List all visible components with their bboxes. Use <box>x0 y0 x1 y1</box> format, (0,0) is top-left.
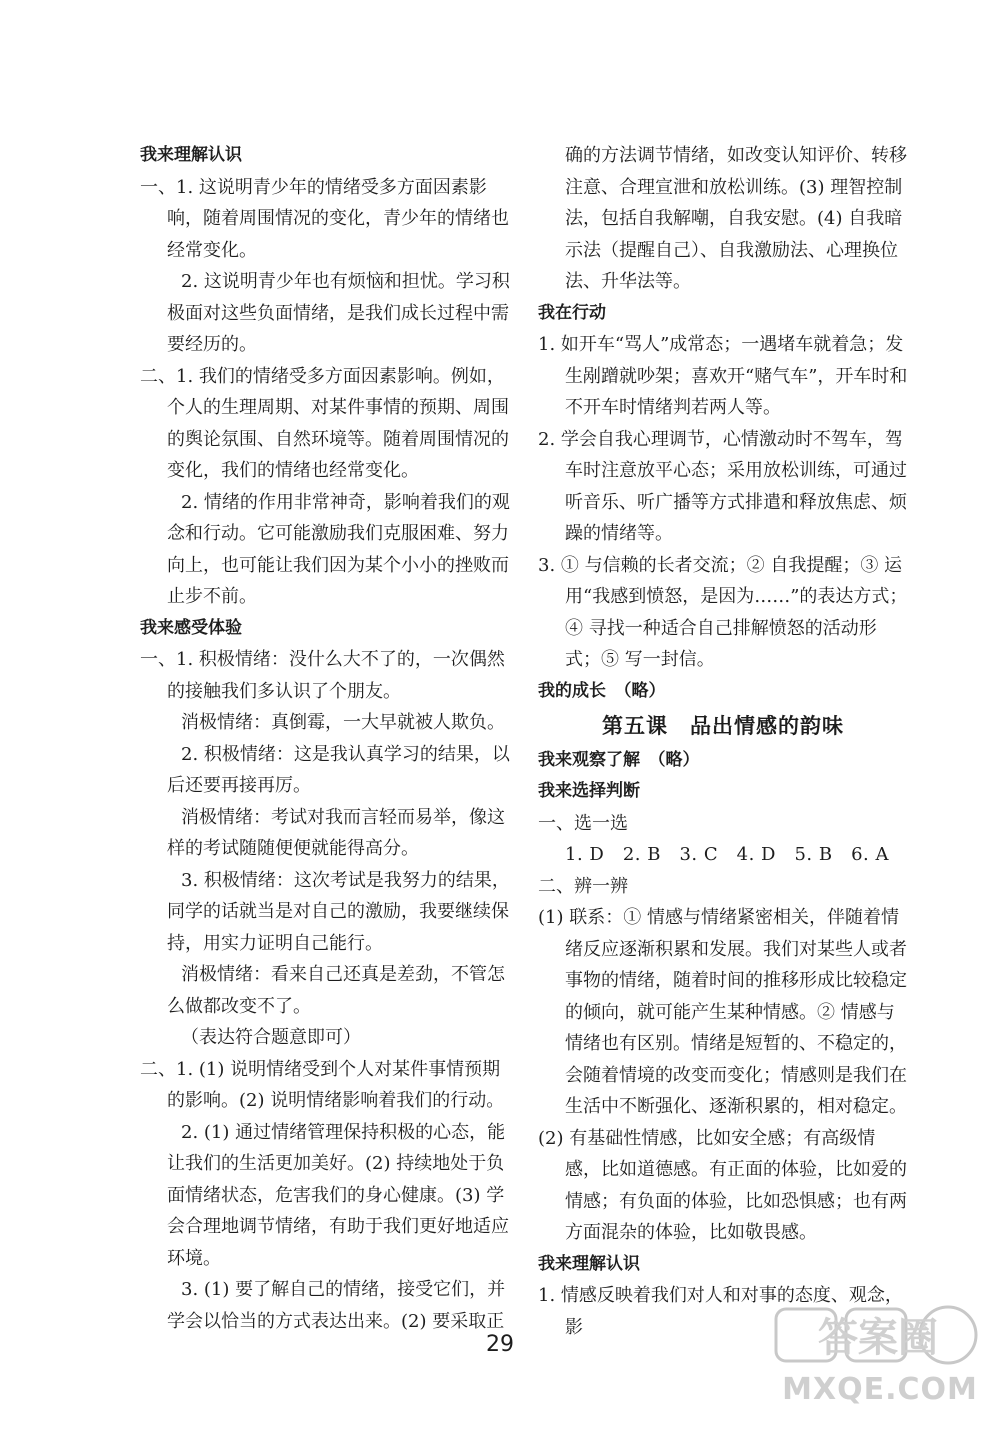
text-paragraph: 消极情绪：考试对我而言轻而易举，像这样的考试随随便便就能得高分。 <box>167 806 505 859</box>
text-paragraph: 一、选一选 <box>538 812 628 834</box>
text-paragraph: 2. 这说明青少年也有烦恼和担忧。学习积极面对这些负面情绪，是我们成长过程中需要经历的。 <box>167 271 510 355</box>
section-heading: 我来选择判断 <box>538 781 640 801</box>
watermark-bottom-text: MXQE.COM <box>782 1372 978 1407</box>
text-paragraph: 1. D 2. B 3. C 4. D 5. B 6. A <box>565 844 889 865</box>
text-paragraph: 二、辨一辨 <box>538 875 628 897</box>
text-paragraph: 2. 情绪的作用非常神奇，影响着我们的观念和行动。它可能激励我们克服困难、努力向上，也可能让我们因为某个小小的挫败而止步不前。 <box>167 491 510 607</box>
watermark-top-text: 答案圈 <box>818 1315 938 1361</box>
text-paragraph: (2) 有基础性情感，比如安全感；有高级情感，比如道德感。有正面的体验，比如爱的情感；有负面的体验，比如恐惧感；也有两方面混杂的体验，比如敬畏感。 <box>538 1127 907 1243</box>
section-heading: 我的成长 （略） <box>538 680 666 701</box>
lesson-title: 第五课 品出情感的韵味 <box>602 714 844 738</box>
text-paragraph: 消极情绪：看来自己还真是差劲，不管怎么做都改变不了。 <box>167 964 505 1017</box>
text-paragraph: 1. 情感反映着我们对人和对事的态度、观念，影 <box>538 1285 903 1338</box>
text-paragraph: 1. 如开车“骂人”成常态；一遇堵车就着急；发生剐蹭就吵架；喜欢开“赌气车”，开车时和不开车时情绪判若两人等。 <box>538 334 908 418</box>
text-paragraph: 3. 积极情绪：这次考试是我努力的结果，同学的话就当是对自己的激励，我要继续保持，用实力证明自己能行。 <box>167 869 510 954</box>
text-paragraph: 2. 积极情绪：这是我认真学习的结果，以后还要再接再厉。 <box>167 743 510 796</box>
text-paragraph: 3. (1) 要了解自己的情绪，接受它们，并学会以恰当的方式表达出来。(2) 要采取正 <box>167 1279 506 1332</box>
right-column <box>538 140 908 1343</box>
text-paragraph: 一、1. 积极情绪：没什么大不了的，一次偶然的接触我们多认识了个朋友。 <box>140 649 505 702</box>
watermark-logo <box>770 1301 990 1411</box>
text-paragraph: （表达符合题意即可） <box>181 1027 361 1048</box>
page-number: 29 <box>486 1332 514 1357</box>
text-paragraph: 二、1. (1) 说明情绪受到个人对某件事情预期的影响。(2) 说明情绪影响着我们的行动。 <box>140 1058 505 1111</box>
text-paragraph: 消极情绪：真倒霉，一大早就被人欺负。 <box>181 712 505 733</box>
text-paragraph: 2. 学会自我心理调节，心情激动时不驾车，驾车时注意放平心态；采用放松训练，可通过听音乐、听广播等方式排遣和释放焦虑、烦躁的情绪等。 <box>538 428 907 544</box>
left-column <box>140 140 515 1337</box>
section-heading: 我来观察了解 （略） <box>538 749 700 770</box>
section-heading: 我来理解认识 <box>538 1253 640 1274</box>
text-paragraph: 2. (1) 通过情绪管理保持积极的心态，能让我们的生活更加美好。(2) 持续地处于负面情绪状态，危害我们的身心健康。(3) 学会合理地调节情绪，有助于我们更好地适应环境。 <box>167 1121 509 1269</box>
text-paragraph: (1) 联系：① 情感与情绪紧密相关，伴随着情绪反应逐渐积累和发展。我们对某些人或者事物的情绪，随着时间的推移形成比较稳定的倾向，就可能产生某种情感。② 情感与情绪也有区别。情绪是短暂的、不稳定的，会随着情境的改变而变化；情感则是我们在生活中不断强化、逐渐积累的，相对稳定。 <box>538 907 907 1117</box>
section-heading: 我来感受体验 <box>140 617 242 638</box>
text-paragraph: 确的方法调节情绪，如改变认知评价、转移注意、合理宣泄和放松训练。(3) 理智控制法，包括自我解嘲，自我安慰。(4) 自我暗示法（提醒自己）、自我激励法、心理换位法、升华法等。 <box>565 145 907 292</box>
text-paragraph: 二、1. 我们的情绪受多方面因素影响。例如，个人的生理周期、对某件事情的预期、周围的舆论氛围、自然环境等。随着周围情况的变化，我们的情绪也经常变化。 <box>140 365 509 481</box>
text-paragraph: 3. ① 与信赖的长者交流；② 自我提醒；③ 运用“我感到愤怒，是因为……”的表达方式；④ 寻找一种适合自己排解愤怒的活动形式；⑤ 写一封信。 <box>538 554 908 670</box>
text-paragraph: 一、1. 这说明青少年的情绪受多方面因素影响，随着周围情况的变化，青少年的情绪也经常变化。 <box>140 176 509 261</box>
section-heading: 我来理解认识 <box>140 145 242 165</box>
section-heading: 我在行动 <box>538 302 606 323</box>
